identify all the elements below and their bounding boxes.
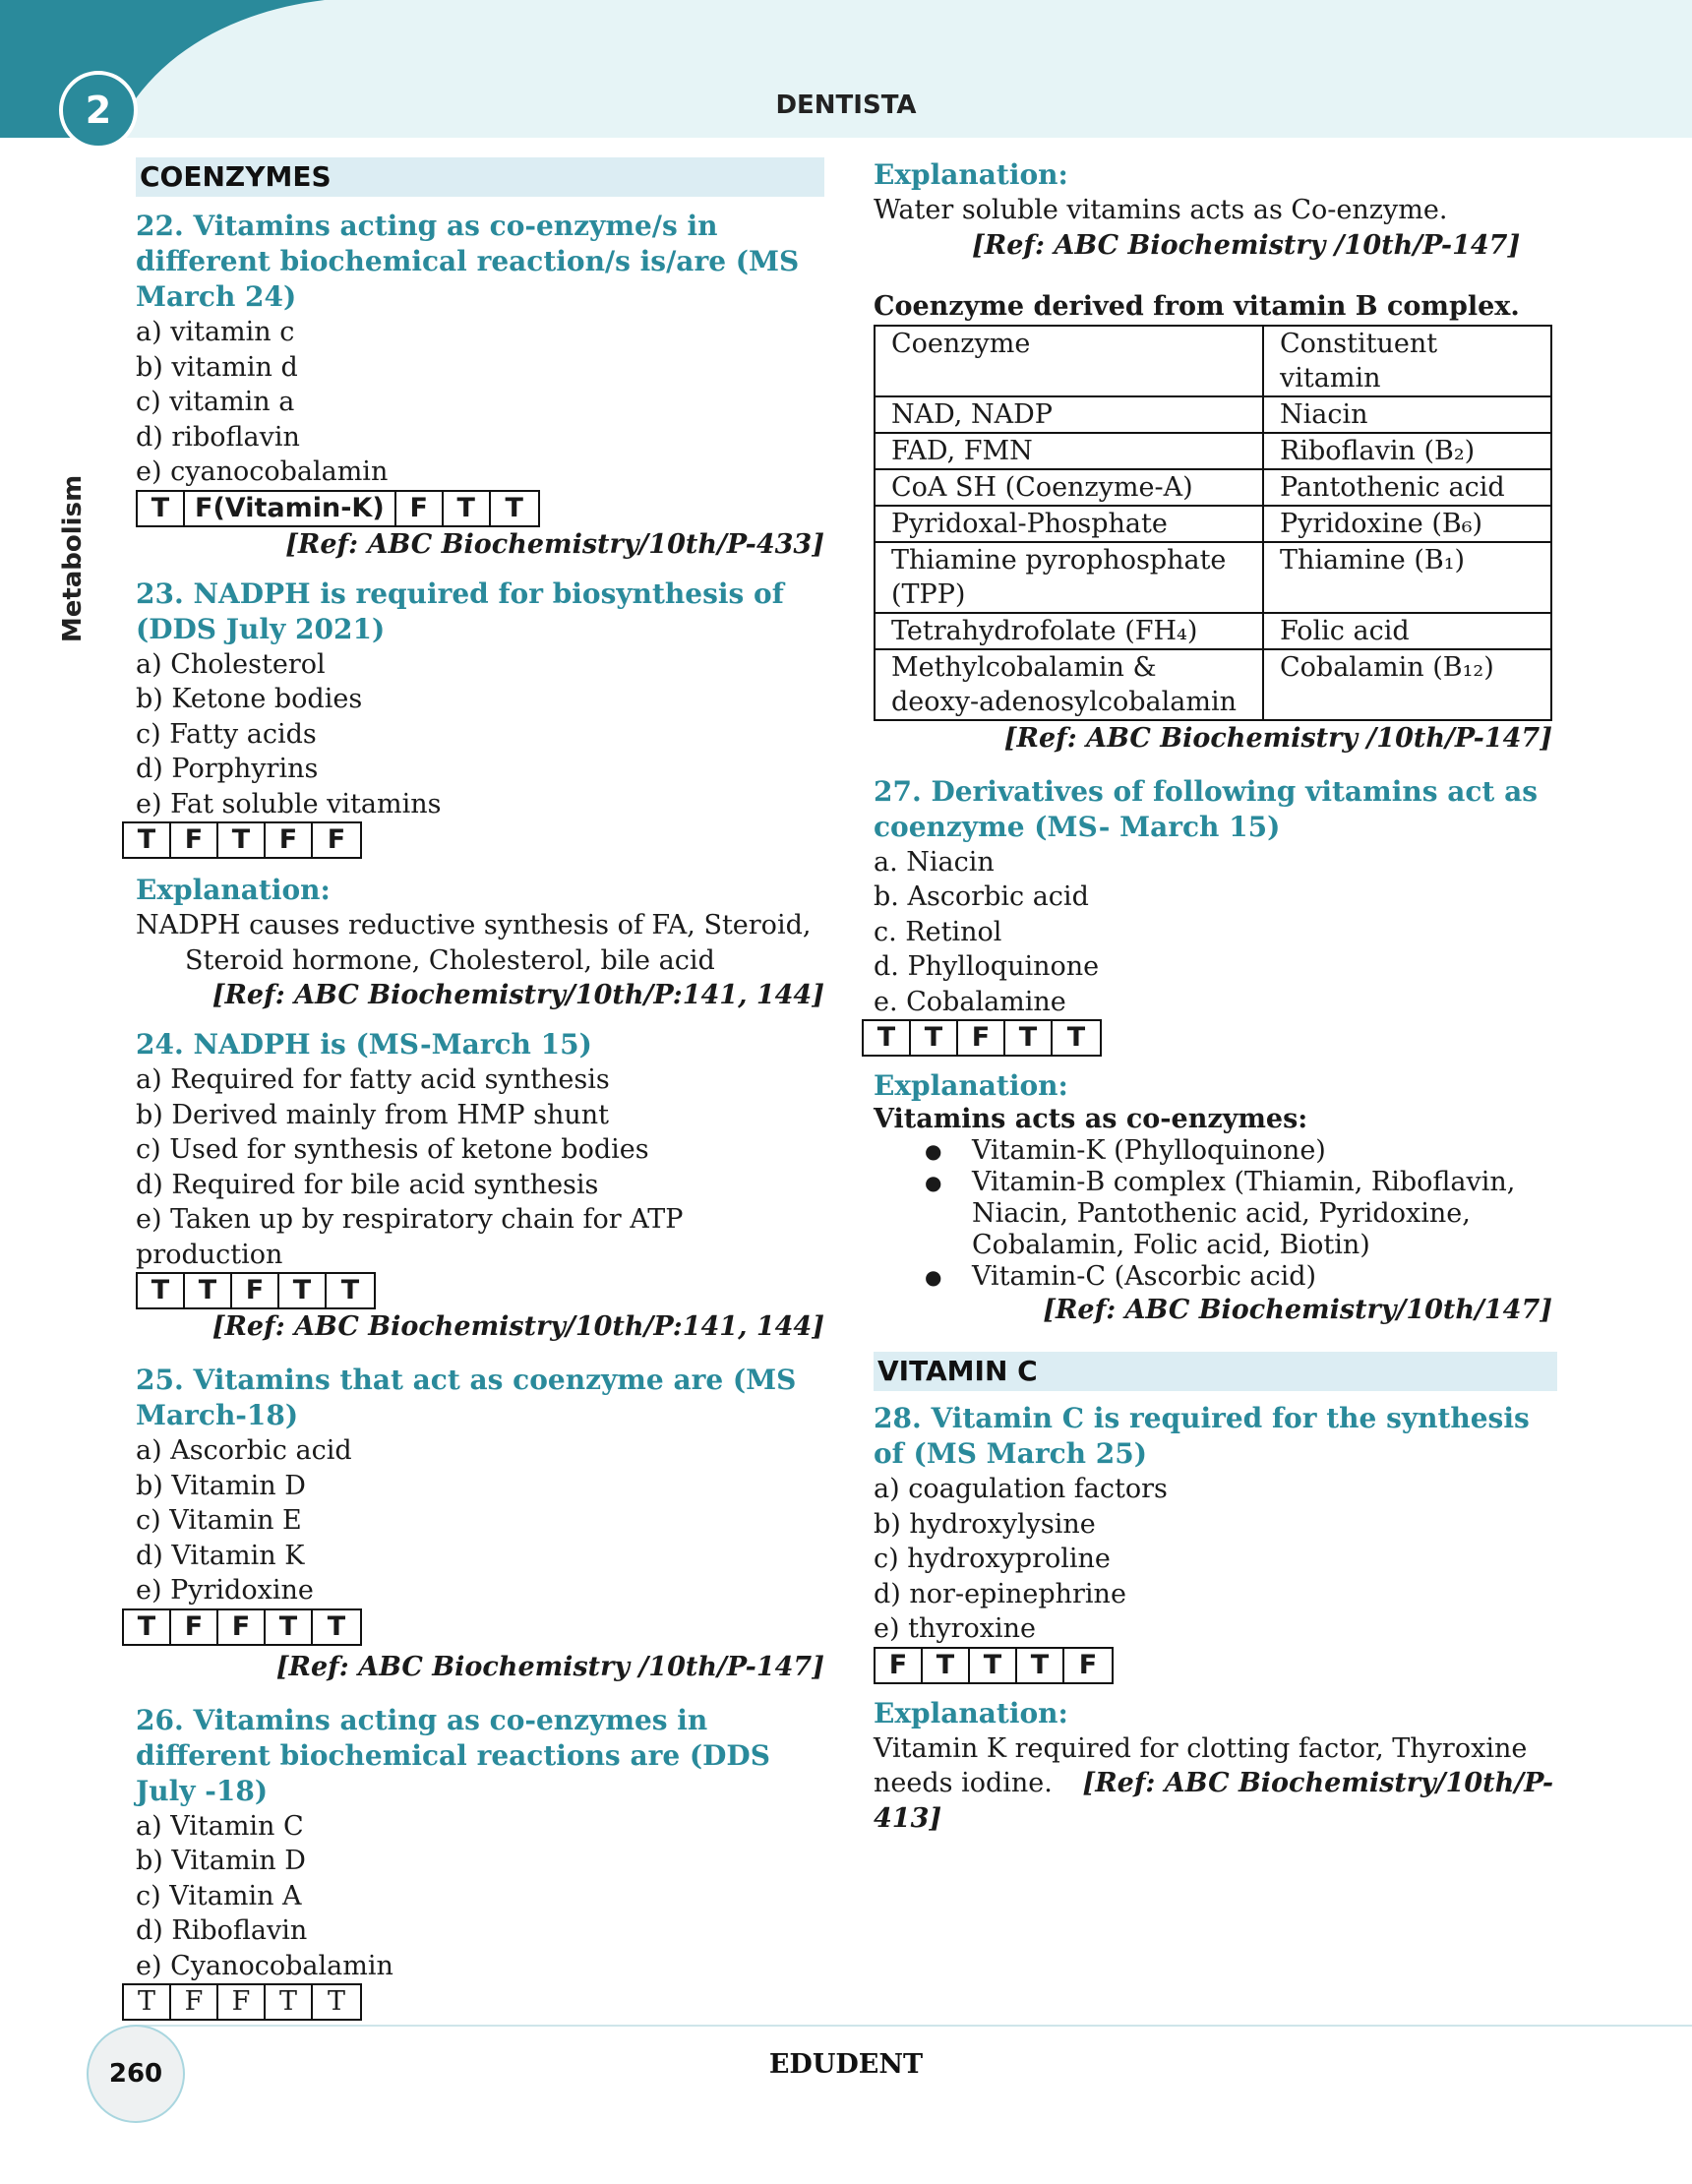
chapter-number-badge: 2 bbox=[59, 71, 138, 150]
option: d) Porphyrins bbox=[136, 754, 319, 784]
reference: [Ref: ABC Biochemistry/10th/147] bbox=[1043, 1295, 1552, 1325]
question-title: 22. Vitamins acting as co-enzyme/s in different biochemical reaction/s is/are (MS March 24) bbox=[136, 210, 800, 313]
coenzyme-table bbox=[874, 325, 1552, 721]
table-cell: CoA SH (Coenzyme-A) bbox=[875, 469, 1263, 506]
option: a) vitamin c bbox=[136, 317, 295, 347]
answer-cell: F bbox=[171, 823, 218, 857]
option: a) Ascorbic acid bbox=[136, 1435, 352, 1466]
question-title: 26. Vitamins acting as co-enzymes in different biochemical reactions are (DDS July -18) bbox=[136, 1703, 770, 1807]
option: c. Retinol bbox=[874, 916, 1002, 947]
bullet-list bbox=[874, 1135, 1562, 1293]
explanation-heading: Explanation: bbox=[874, 1696, 1068, 1729]
answer-cell: T bbox=[124, 823, 171, 857]
explanation-text: Vitamin K required for clotting factor, Thyroxine bbox=[874, 1732, 1528, 1764]
bullet-item: ● Vitamin-K (Phylloquinone) bbox=[972, 1135, 1562, 1167]
reference: [Ref: ABC Biochemistry/10th/P:141, 144] bbox=[212, 1311, 824, 1342]
option: b) Derived mainly from HMP shunt bbox=[136, 1099, 610, 1130]
option: c) Fatty acids bbox=[136, 718, 317, 750]
footer-rule bbox=[136, 2025, 1692, 2027]
answer-cell: T bbox=[911, 1021, 958, 1055]
answer-cell: T bbox=[218, 823, 266, 857]
answer-key bbox=[122, 1608, 362, 1646]
page-number: 260 bbox=[87, 2025, 185, 2123]
table-cell: Folic acid bbox=[1263, 613, 1551, 649]
answer-cell: F bbox=[218, 1985, 266, 2019]
answer-cell: F bbox=[396, 492, 444, 525]
answer-cell: F bbox=[266, 823, 313, 857]
answer-cell: T bbox=[279, 1274, 327, 1307]
answer-cell: T bbox=[444, 492, 491, 525]
answer-key bbox=[862, 1019, 1102, 1057]
answer-cell: F bbox=[171, 1985, 218, 2019]
option: c) Used for synthesis of ketone bodies bbox=[136, 1134, 649, 1165]
reference: [Ref: ABC Biochemistry /10th/P-147] bbox=[972, 229, 1521, 261]
question-28 bbox=[874, 1401, 1562, 1837]
option: e) Taken up by respiratory chain for ATP production bbox=[136, 1204, 684, 1270]
answer-cell: F bbox=[876, 1649, 923, 1682]
explanation-text: needs iodine. bbox=[874, 1768, 1053, 1798]
table-cell: NAD, NADP bbox=[875, 396, 1263, 433]
coenzyme-table-block bbox=[874, 289, 1562, 757]
question-22 bbox=[136, 209, 824, 563]
option: d) riboflavin bbox=[136, 421, 300, 453]
answer-cell: T bbox=[138, 1274, 185, 1307]
explanation-text: Water soluble vitamins acts as Co-enzyme. bbox=[874, 195, 1448, 225]
table-title: Coenzyme derived from vitamin B complex. bbox=[874, 290, 1520, 322]
question-24 bbox=[136, 1027, 824, 1345]
option: c) vitamin a bbox=[136, 387, 295, 417]
question-25 bbox=[136, 1363, 824, 1685]
answer-key bbox=[136, 490, 540, 527]
answer-cell: T bbox=[327, 1610, 346, 1642]
answer-cell: T bbox=[124, 1610, 171, 1644]
explanation-heading: Explanation: bbox=[874, 1069, 1068, 1102]
answer-cell: T bbox=[327, 1986, 345, 2017]
reference: [Ref: ABC Biochemistry /10th/P-147] bbox=[1003, 722, 1552, 754]
explanation-subheading: Vitamins acts as co-enzymes: bbox=[874, 1104, 1308, 1134]
answer-cell: T bbox=[1005, 1021, 1053, 1055]
table-cell: Niacin bbox=[1263, 396, 1551, 433]
table-row bbox=[875, 542, 1551, 613]
option: b) Ketone bodies bbox=[136, 684, 363, 714]
option: b) vitamin d bbox=[136, 351, 298, 383]
answer-cell: T bbox=[124, 1985, 171, 2019]
table-cell: FAD, FMN bbox=[875, 433, 1263, 469]
running-head: DENTISTA bbox=[775, 91, 917, 120]
option: a) Required for fatty acid synthesis bbox=[136, 1064, 610, 1095]
question-title: 28. Vitamin C is required for the synthesis of (MS March 25) bbox=[874, 1402, 1530, 1470]
option: a. Niacin bbox=[874, 846, 995, 878]
option: b) hydroxylysine bbox=[874, 1508, 1096, 1540]
option: b. Ascorbic acid bbox=[874, 881, 1089, 912]
reference: [Ref: ABC Biochemistry/10th/P-433] bbox=[285, 528, 824, 560]
answer-cell: F bbox=[218, 1610, 266, 1644]
table-cell: Pantothenic acid bbox=[1263, 469, 1551, 506]
explanation-text: Steroid hormone, Cholesterol, bile acid bbox=[185, 944, 715, 976]
reference: [Ref: ABC Biochemistry/10th/P:141, 144] bbox=[212, 980, 824, 1010]
footer-brand: EDUDENT bbox=[768, 2049, 924, 2080]
option: e. Cobalamine bbox=[874, 986, 1066, 1017]
question-26 bbox=[136, 1703, 824, 2022]
answer-cell: T bbox=[266, 1610, 313, 1644]
table-row bbox=[875, 613, 1551, 649]
table-row bbox=[875, 469, 1551, 506]
answer-cell: F(Vitamin-K) bbox=[185, 492, 396, 525]
explanation-text: NADPH causes reductive synthesis of FA, Steroid, bbox=[136, 910, 812, 940]
answer-cell: T bbox=[505, 492, 523, 523]
answer-key bbox=[122, 821, 362, 859]
option: d) nor-epinephrine bbox=[874, 1578, 1126, 1609]
question-23 bbox=[136, 576, 824, 1014]
side-label: Metabolism bbox=[58, 474, 88, 643]
section-heading: COENZYMES bbox=[136, 157, 824, 197]
answer-cell: T bbox=[923, 1649, 970, 1682]
question-27 bbox=[874, 774, 1562, 1329]
table-header-cell: Constituent vitamin bbox=[1263, 326, 1551, 396]
answer-cell: T bbox=[266, 1985, 313, 2019]
question-title: 24. NADPH is (MS-March 15) bbox=[136, 1028, 592, 1061]
option: e) Fat soluble vitamins bbox=[136, 788, 442, 819]
answer-key bbox=[136, 1272, 376, 1309]
bullet-item: ● Vitamin-B complex (Thiamin, Riboflavin, Niacin, Pantothenic acid, Pyridoxine, Cobalamin, Folic acid, Biotin) bbox=[972, 1167, 1562, 1261]
table-header-cell: Coenzyme bbox=[875, 326, 1263, 396]
table-header-row bbox=[875, 326, 1551, 396]
answer-cell: T bbox=[970, 1649, 1017, 1682]
option: e) thyroxine bbox=[874, 1613, 1036, 1644]
table-row bbox=[875, 396, 1551, 433]
question-title: 25. Vitamins that act as coenzyme are (MS March-18) bbox=[136, 1364, 797, 1431]
explanation-26 bbox=[874, 157, 1562, 264]
answer-cell: F bbox=[958, 1021, 1005, 1055]
answer-cell: T bbox=[1017, 1649, 1064, 1682]
table-row bbox=[875, 506, 1551, 542]
table-cell: Thiamine pyrophosphate (TPP) bbox=[875, 542, 1263, 613]
option: c) hydroxyproline bbox=[874, 1544, 1111, 1574]
reference: [Ref: ABC Biochemistry /10th/P-147] bbox=[275, 1651, 824, 1682]
option: a) Cholesterol bbox=[136, 648, 326, 680]
option: e) cyanocobalamin bbox=[136, 456, 389, 487]
table-row bbox=[875, 649, 1551, 720]
left-column bbox=[136, 157, 824, 2021]
answer-cell: T bbox=[138, 492, 185, 525]
option: d) Vitamin K bbox=[136, 1540, 305, 1571]
right-column bbox=[874, 157, 1562, 1837]
answer-cell: T bbox=[864, 1021, 911, 1055]
question-title: 27. Derivatives of following vitamins act as coenzyme (MS- March 15) bbox=[874, 774, 1538, 843]
answer-cell: T bbox=[185, 1274, 232, 1307]
table-cell: Pyridoxine (B₆) bbox=[1263, 506, 1551, 542]
reference: [Ref: ABC Biochemistry/10th/P-413] bbox=[874, 1768, 1554, 1834]
option: c) Vitamin A bbox=[136, 1880, 302, 1911]
option: e) Cyanocobalamin bbox=[136, 1950, 393, 1981]
option: d) Riboflavin bbox=[136, 1915, 308, 1946]
answer-cell: T bbox=[340, 1275, 360, 1305]
answer-key bbox=[874, 1647, 1114, 1684]
explanation-text-row bbox=[874, 1766, 1562, 1837]
section-heading: VITAMIN C bbox=[874, 1352, 1557, 1391]
answer-cell: F bbox=[232, 1274, 279, 1307]
answer-cell: F bbox=[1078, 1649, 1098, 1680]
table-cell: Tetrahydrofolate (FH₄) bbox=[875, 613, 1263, 649]
table-cell: Methylcobalamin & deoxy-adenosylcobalamin bbox=[875, 649, 1263, 720]
option: b) Vitamin D bbox=[136, 1470, 306, 1501]
option: b) Vitamin D bbox=[136, 1846, 306, 1876]
answer-cell: F bbox=[171, 1610, 218, 1644]
option: a) Vitamin C bbox=[136, 1810, 304, 1842]
table-row bbox=[875, 433, 1551, 469]
question-title: 23. NADPH is required for biosynthesis of (DDS July 2021) bbox=[136, 576, 784, 645]
option: d. Phylloquinone bbox=[874, 951, 1100, 982]
answer-cell: F bbox=[327, 824, 346, 855]
answer-key bbox=[122, 1983, 362, 2021]
table-cell: Pyridoxal-Phosphate bbox=[875, 506, 1263, 542]
option: c) Vitamin E bbox=[136, 1505, 302, 1536]
option: d) Required for bile acid synthesis bbox=[136, 1169, 599, 1200]
option: a) coagulation factors bbox=[874, 1474, 1168, 1504]
table-cell: Cobalamin (B₁₂) bbox=[1263, 649, 1551, 720]
table-cell: Riboflavin (B₂) bbox=[1263, 433, 1551, 469]
bullet-item: ● Vitamin-C (Ascorbic acid) bbox=[972, 1261, 1562, 1293]
answer-cell: T bbox=[1066, 1022, 1086, 1053]
explanation-heading: Explanation: bbox=[874, 158, 1068, 191]
explanation-heading: Explanation: bbox=[136, 874, 331, 906]
table-cell: Thiamine (B₁) bbox=[1263, 542, 1551, 613]
option: e) Pyridoxine bbox=[136, 1575, 314, 1606]
